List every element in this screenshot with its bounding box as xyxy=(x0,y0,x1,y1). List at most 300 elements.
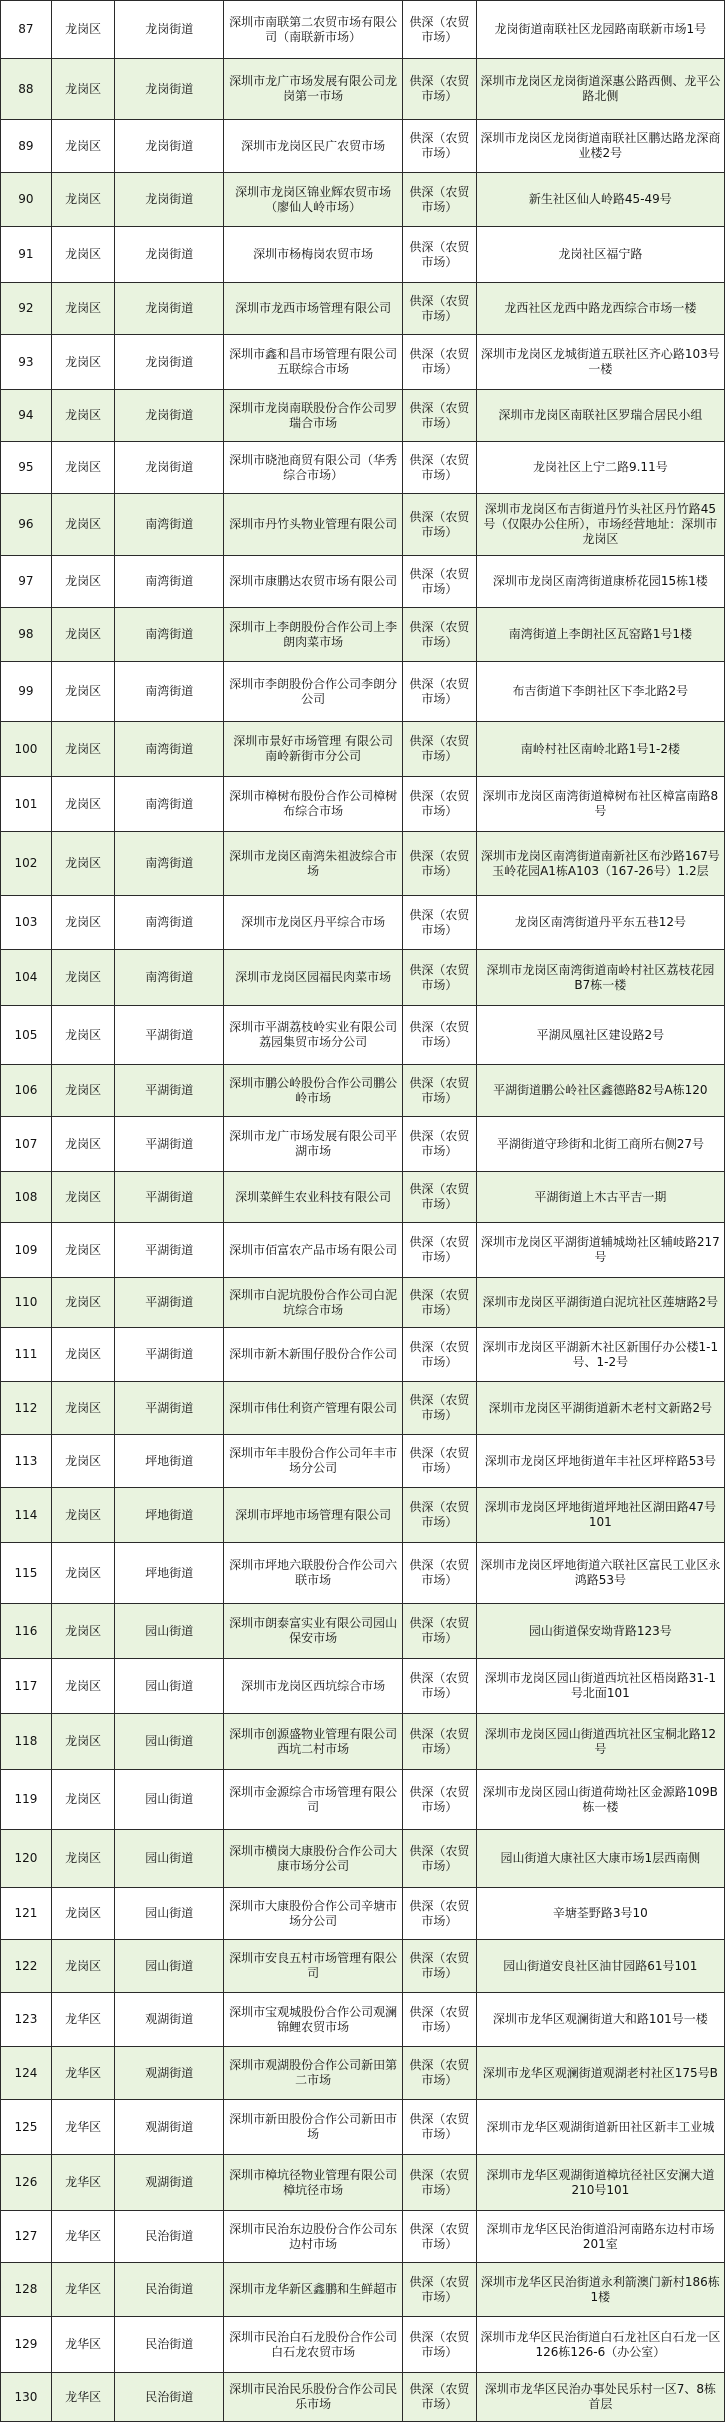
district-cell: 龙岗区 xyxy=(51,1888,114,1940)
market-name-cell: 深圳市年丰股份合作公司年丰市场分公司 xyxy=(224,1435,403,1488)
district-cell: 龙岗区 xyxy=(51,1328,114,1382)
row-number-cell: 98 xyxy=(1,608,52,662)
table-row xyxy=(1,1065,725,1117)
market-name-cell: 深圳市平湖荔枝岭实业有限公司荔园集贸市场分公司 xyxy=(224,1006,403,1065)
table-row xyxy=(1,1006,725,1065)
table-row xyxy=(1,390,725,442)
row-number-cell: 127 xyxy=(1,2211,52,2263)
address-cell: 深圳市龙岗区南湾街道南新社区布沙路167号玉岭花园A1栋A103（167-26号）1.2层 xyxy=(476,832,724,896)
row-number-cell: 108 xyxy=(1,1172,52,1223)
district-cell: 龙岗区 xyxy=(51,120,114,173)
row-number-cell: 125 xyxy=(1,2100,52,2155)
address-cell: 深圳市龙岗区坪地街道坪地社区湖田路47号101 xyxy=(476,1488,724,1543)
table-row xyxy=(1,1278,725,1328)
row-number-cell: 124 xyxy=(1,2047,52,2100)
market-name-cell: 深圳市坪地六联股份合作公司六联市场 xyxy=(224,1543,403,1604)
table-row xyxy=(1,950,725,1006)
category-cell: 供深（农贸市场） xyxy=(402,1940,476,1993)
street-cell: 南湾街道 xyxy=(115,722,224,777)
category-cell: 供深（农贸市场） xyxy=(402,1604,476,1659)
row-number-cell: 97 xyxy=(1,556,52,608)
market-name-cell: 深圳市上李朗股份合作公司上李朗肉菜市场 xyxy=(224,608,403,662)
market-name-cell: 深圳市龙华新区鑫鹏和生鲜超市 xyxy=(224,2263,403,2317)
market-name-cell: 深圳市龙西市场管理有限公司 xyxy=(224,283,403,335)
market-name-cell: 深圳市安良五村市场管理有限公司 xyxy=(224,1940,403,1993)
category-cell: 供深（农贸市场） xyxy=(402,335,476,390)
address-cell: 深圳市龙岗区平湖街道白泥坑社区莲塘路2号 xyxy=(476,1278,724,1328)
category-cell: 供深（农贸市场） xyxy=(402,1117,476,1172)
market-name-cell: 深圳市观湖股份合作公司新田第二市场 xyxy=(224,2047,403,2100)
table-row xyxy=(1,608,725,662)
category-cell: 供深（农贸市场） xyxy=(402,1543,476,1604)
table-row xyxy=(1,1714,725,1770)
street-cell: 民治街道 xyxy=(115,2211,224,2263)
street-cell: 观湖街道 xyxy=(115,2155,224,2211)
row-number-cell: 116 xyxy=(1,1604,52,1659)
row-number-cell: 106 xyxy=(1,1065,52,1117)
row-number-cell: 126 xyxy=(1,2155,52,2211)
table-row xyxy=(1,2047,725,2100)
table-row xyxy=(1,283,725,335)
street-cell: 园山街道 xyxy=(115,1770,224,1830)
street-cell: 民治街道 xyxy=(115,2373,224,2422)
street-cell: 南湾街道 xyxy=(115,896,224,950)
district-cell: 龙岗区 xyxy=(51,1223,114,1278)
address-cell: 深圳市龙岗区布吉街道丹竹头社区丹竹路45号（仅限办公住所），市场经营地址：深圳市龙岗区 xyxy=(476,494,724,556)
address-cell: 深圳市龙岗区南湾街道南岭村社区荔枝花园B7栋一楼 xyxy=(476,950,724,1006)
table-row xyxy=(1,2373,725,2422)
row-number-cell: 107 xyxy=(1,1117,52,1172)
market-name-cell: 深圳市南联第二农贸市场有限公司（南联新市场） xyxy=(224,1,403,59)
table-row xyxy=(1,1604,725,1659)
market-name-cell: 深圳市龙岗南联股份合作公司罗瑞合市场 xyxy=(224,390,403,442)
street-cell: 南湾街道 xyxy=(115,777,224,832)
address-cell: 龙西社区龙西中路龙西综合市场一楼 xyxy=(476,283,724,335)
row-number-cell: 112 xyxy=(1,1382,52,1435)
address-cell: 辛塘荃野路3号10 xyxy=(476,1888,724,1940)
category-cell: 供深（农贸市场） xyxy=(402,2263,476,2317)
row-number-cell: 111 xyxy=(1,1328,52,1382)
street-cell: 龙岗街道 xyxy=(115,335,224,390)
row-number-cell: 101 xyxy=(1,777,52,832)
table-row xyxy=(1,335,725,390)
market-name-cell: 深圳市宝观城股份合作公司观澜锦鲤农贸市场 xyxy=(224,1993,403,2047)
street-cell: 南湾街道 xyxy=(115,832,224,896)
category-cell: 供深（农贸市场） xyxy=(402,2211,476,2263)
category-cell: 供深（农贸市场） xyxy=(402,1770,476,1830)
category-cell: 供深（农贸市场） xyxy=(402,59,476,120)
market-name-cell: 深圳市佰富农产品市场有限公司 xyxy=(224,1223,403,1278)
street-cell: 平湖街道 xyxy=(115,1117,224,1172)
district-cell: 龙岗区 xyxy=(51,227,114,283)
category-cell: 供深（农贸市场） xyxy=(402,662,476,722)
street-cell: 平湖街道 xyxy=(115,1006,224,1065)
table-row xyxy=(1,2263,725,2317)
row-number-cell: 120 xyxy=(1,1830,52,1888)
street-cell: 龙岗街道 xyxy=(115,390,224,442)
street-cell: 民治街道 xyxy=(115,2263,224,2317)
category-cell: 供深（农贸市场） xyxy=(402,173,476,227)
street-cell: 平湖街道 xyxy=(115,1382,224,1435)
row-number-cell: 91 xyxy=(1,227,52,283)
address-cell: 南湾街道上李朗社区瓦窑路1号1楼 xyxy=(476,608,724,662)
street-cell: 龙岗街道 xyxy=(115,59,224,120)
category-cell: 供深（农贸市场） xyxy=(402,2317,476,2373)
table-row xyxy=(1,2211,725,2263)
district-cell: 龙岗区 xyxy=(51,896,114,950)
district-cell: 龙岗区 xyxy=(51,1604,114,1659)
district-cell: 龙华区 xyxy=(51,2373,114,2422)
market-name-cell: 深圳市龙广市场发展有限公司龙岗第一市场 xyxy=(224,59,403,120)
district-cell: 龙岗区 xyxy=(51,59,114,120)
district-cell: 龙岗区 xyxy=(51,662,114,722)
address-cell: 深圳市龙华区观湖街道樟坑径社区安澜大道210号101 xyxy=(476,2155,724,2211)
category-cell: 供深（农贸市场） xyxy=(402,494,476,556)
market-name-cell: 深圳市杨梅岗农贸市场 xyxy=(224,227,403,283)
row-number-cell: 95 xyxy=(1,442,52,494)
row-number-cell: 130 xyxy=(1,2373,52,2422)
address-cell: 深圳市龙岗区南湾街道樟树布社区樟富南路8号 xyxy=(476,777,724,832)
district-cell: 龙岗区 xyxy=(51,1,114,59)
district-cell: 龙华区 xyxy=(51,2155,114,2211)
district-cell: 龙岗区 xyxy=(51,1435,114,1488)
district-cell: 龙岗区 xyxy=(51,173,114,227)
market-name-cell: 深圳市新木新围仔股份合作公司 xyxy=(224,1328,403,1382)
market-name-cell: 深圳市龙岗区民广农贸市场 xyxy=(224,120,403,173)
market-name-cell: 深圳市龙岗区丹平综合市场 xyxy=(224,896,403,950)
row-number-cell: 103 xyxy=(1,896,52,950)
table-row xyxy=(1,722,725,777)
street-cell: 园山街道 xyxy=(115,1888,224,1940)
row-number-cell: 104 xyxy=(1,950,52,1006)
table-row xyxy=(1,173,725,227)
row-number-cell: 117 xyxy=(1,1659,52,1714)
category-cell: 供深（农贸市场） xyxy=(402,1,476,59)
district-cell: 龙岗区 xyxy=(51,556,114,608)
address-cell: 深圳市龙华区观澜街道观湖老村社区175号B xyxy=(476,2047,724,2100)
table-row xyxy=(1,1328,725,1382)
district-cell: 龙岗区 xyxy=(51,950,114,1006)
street-cell: 观湖街道 xyxy=(115,2047,224,2100)
street-cell: 南湾街道 xyxy=(115,494,224,556)
street-cell: 龙岗街道 xyxy=(115,442,224,494)
market-name-cell: 深圳市鹏公岭股份合作公司鹏公岭市场 xyxy=(224,1065,403,1117)
street-cell: 南湾街道 xyxy=(115,662,224,722)
category-cell: 供深（农贸市场） xyxy=(402,442,476,494)
row-number-cell: 105 xyxy=(1,1006,52,1065)
category-cell: 供深（农贸市场） xyxy=(402,1435,476,1488)
market-name-cell: 深圳市李朗股份合作公司李朗分公司 xyxy=(224,662,403,722)
district-cell: 龙华区 xyxy=(51,2263,114,2317)
district-cell: 龙岗区 xyxy=(51,1488,114,1543)
table-row xyxy=(1,1659,725,1714)
address-cell: 深圳市龙华区民治办事处民乐村一区7、8栋首层 xyxy=(476,2373,724,2422)
address-cell: 龙岗区南湾街道丹平东五巷12号 xyxy=(476,896,724,950)
market-name-cell: 深圳市白泥坑股份合作公司白泥坑综合市场 xyxy=(224,1278,403,1328)
address-cell: 深圳市龙岗区园山街道荷坳社区金源路109B栋一楼 xyxy=(476,1770,724,1830)
district-cell: 龙岗区 xyxy=(51,1714,114,1770)
district-cell: 龙岗区 xyxy=(51,1770,114,1830)
address-cell: 深圳市龙华区观澜街道大和路101号一楼 xyxy=(476,1993,724,2047)
market-name-cell: 深圳市丹竹头物业管理有限公司 xyxy=(224,494,403,556)
row-number-cell: 114 xyxy=(1,1488,52,1543)
table-row xyxy=(1,494,725,556)
row-number-cell: 128 xyxy=(1,2263,52,2317)
table-row xyxy=(1,832,725,896)
address-cell: 深圳市龙华区民治街道白石龙社区白石龙一区126栋126-6（办公室） xyxy=(476,2317,724,2373)
table-row xyxy=(1,1940,725,1993)
row-number-cell: 115 xyxy=(1,1543,52,1604)
address-cell: 平湖凤凰社区建设路2号 xyxy=(476,1006,724,1065)
category-cell: 供深（农贸市场） xyxy=(402,608,476,662)
street-cell: 园山街道 xyxy=(115,1714,224,1770)
category-cell: 供深（农贸市场） xyxy=(402,2100,476,2155)
market-name-cell: 深圳市伟仕利资产管理有限公司 xyxy=(224,1382,403,1435)
district-cell: 龙岗区 xyxy=(51,390,114,442)
address-cell: 龙岗社区福宁路 xyxy=(476,227,724,283)
market-name-cell: 深圳市金源综合市场管理有限公司 xyxy=(224,1770,403,1830)
street-cell: 坪地街道 xyxy=(115,1543,224,1604)
category-cell: 供深（农贸市场） xyxy=(402,1065,476,1117)
market-name-cell: 深圳市民治东边股份合作公司东边村市场 xyxy=(224,2211,403,2263)
address-cell: 深圳市龙岗区园山街道西坑社区宝桐北路12号 xyxy=(476,1714,724,1770)
table-row xyxy=(1,59,725,120)
row-number-cell: 87 xyxy=(1,1,52,59)
row-number-cell: 102 xyxy=(1,832,52,896)
row-number-cell: 93 xyxy=(1,335,52,390)
category-cell: 供深（农贸市场） xyxy=(402,1993,476,2047)
street-cell: 南湾街道 xyxy=(115,950,224,1006)
table-row xyxy=(1,896,725,950)
table-row xyxy=(1,1172,725,1223)
street-cell: 龙岗街道 xyxy=(115,120,224,173)
table-row xyxy=(1,1435,725,1488)
market-name-cell: 深圳市樟坑径物业管理有限公司樟坑径市场 xyxy=(224,2155,403,2211)
table-row xyxy=(1,662,725,722)
category-cell: 供深（农贸市场） xyxy=(402,2047,476,2100)
row-number-cell: 90 xyxy=(1,173,52,227)
district-cell: 龙华区 xyxy=(51,2211,114,2263)
category-cell: 供深（农贸市场） xyxy=(402,1830,476,1888)
district-cell: 龙华区 xyxy=(51,2047,114,2100)
district-cell: 龙岗区 xyxy=(51,777,114,832)
address-cell: 深圳市龙岗区龙岗街道深惠公路西侧、龙平公路北侧 xyxy=(476,59,724,120)
category-cell: 供深（农贸市场） xyxy=(402,390,476,442)
category-cell: 供深（农贸市场） xyxy=(402,556,476,608)
table-row xyxy=(1,442,725,494)
category-cell: 供深（农贸市场） xyxy=(402,1006,476,1065)
address-cell: 南岭村社区南岭北路1号1-2楼 xyxy=(476,722,724,777)
district-cell: 龙岗区 xyxy=(51,1006,114,1065)
row-number-cell: 92 xyxy=(1,283,52,335)
street-cell: 园山街道 xyxy=(115,1659,224,1714)
district-cell: 龙岗区 xyxy=(51,442,114,494)
market-name-cell: 深圳市坪地市场管理有限公司 xyxy=(224,1488,403,1543)
table-row xyxy=(1,1488,725,1543)
district-cell: 龙岗区 xyxy=(51,722,114,777)
row-number-cell: 121 xyxy=(1,1888,52,1940)
market-name-cell: 深圳市景好市场管理 有限公司南岭新街市分公司 xyxy=(224,722,403,777)
category-cell: 供深（农贸市场） xyxy=(402,1714,476,1770)
street-cell: 平湖街道 xyxy=(115,1172,224,1223)
row-number-cell: 88 xyxy=(1,59,52,120)
row-number-cell: 96 xyxy=(1,494,52,556)
address-cell: 深圳市龙岗区平湖新木社区新围仔办公楼1-1号、1-2号 xyxy=(476,1328,724,1382)
table-row xyxy=(1,1543,725,1604)
category-cell: 供深（农贸市场） xyxy=(402,2373,476,2422)
table-row xyxy=(1,120,725,173)
category-cell: 供深（农贸市场） xyxy=(402,1488,476,1543)
district-cell: 龙华区 xyxy=(51,1993,114,2047)
category-cell: 供深（农贸市场） xyxy=(402,832,476,896)
row-number-cell: 123 xyxy=(1,1993,52,2047)
market-name-cell: 深圳菜鲜生农业科技有限公司 xyxy=(224,1172,403,1223)
market-name-cell: 深圳市龙广市场发展有限公司平湖市场 xyxy=(224,1117,403,1172)
street-cell: 龙岗街道 xyxy=(115,1,224,59)
address-cell: 平湖街道鹏公岭社区鑫德路82号A栋120 xyxy=(476,1065,724,1117)
street-cell: 民治街道 xyxy=(115,2317,224,2373)
table-row xyxy=(1,1,725,59)
market-name-cell: 深圳市横岗大康股份合作公司大康市场分公司 xyxy=(224,1830,403,1888)
category-cell: 供深（农贸市场） xyxy=(402,1328,476,1382)
street-cell: 园山街道 xyxy=(115,1940,224,1993)
market-name-cell: 深圳市晓池商贸有限公司（华秀综合市场） xyxy=(224,442,403,494)
table-row xyxy=(1,777,725,832)
district-cell: 龙岗区 xyxy=(51,1543,114,1604)
table-row xyxy=(1,556,725,608)
street-cell: 龙岗街道 xyxy=(115,173,224,227)
category-cell: 供深（农贸市场） xyxy=(402,950,476,1006)
row-number-cell: 110 xyxy=(1,1278,52,1328)
category-cell: 供深（农贸市场） xyxy=(402,2155,476,2211)
address-cell: 平湖街道守珍街和北街工商所右侧27号 xyxy=(476,1117,724,1172)
market-name-cell: 深圳市龙岗区锦业辉农贸市场（廖仙人岭市场） xyxy=(224,173,403,227)
district-cell: 龙岗区 xyxy=(51,608,114,662)
market-name-cell: 深圳市大康股份合作公司辛塘市场分公司 xyxy=(224,1888,403,1940)
address-cell: 深圳市龙华区观湖街道新田社区新丰工业城 xyxy=(476,2100,724,2155)
category-cell: 供深（农贸市场） xyxy=(402,120,476,173)
category-cell: 供深（农贸市场） xyxy=(402,722,476,777)
district-cell: 龙华区 xyxy=(51,2100,114,2155)
row-number-cell: 113 xyxy=(1,1435,52,1488)
address-cell: 新生社区仙人岭路45-49号 xyxy=(476,173,724,227)
address-cell: 深圳市龙岗区平湖街道辅城坳社区辅岐路217号 xyxy=(476,1223,724,1278)
market-table-body xyxy=(1,1,725,2422)
row-number-cell: 118 xyxy=(1,1714,52,1770)
market-name-cell: 深圳市龙岗区园福民肉菜市场 xyxy=(224,950,403,1006)
address-cell: 深圳市龙岗区坪地街道六联社区富民工业区永鸿路53号 xyxy=(476,1543,724,1604)
street-cell: 平湖街道 xyxy=(115,1223,224,1278)
row-number-cell: 99 xyxy=(1,662,52,722)
address-cell: 深圳市龙华区民治街道沿河南路东边村市场201室 xyxy=(476,2211,724,2263)
district-cell: 龙岗区 xyxy=(51,283,114,335)
address-cell: 深圳市龙岗区南联社区罗瑞合居民小组 xyxy=(476,390,724,442)
row-number-cell: 94 xyxy=(1,390,52,442)
market-name-cell: 深圳市康鹏达农贸市场有限公司 xyxy=(224,556,403,608)
category-cell: 供深（农贸市场） xyxy=(402,1278,476,1328)
street-cell: 龙岗街道 xyxy=(115,283,224,335)
row-number-cell: 89 xyxy=(1,120,52,173)
district-cell: 龙岗区 xyxy=(51,1065,114,1117)
street-cell: 龙岗街道 xyxy=(115,227,224,283)
market-name-cell: 深圳市民治民乐股份合作公司民乐市场 xyxy=(224,2373,403,2422)
table-row xyxy=(1,1993,725,2047)
category-cell: 供深（农贸市场） xyxy=(402,896,476,950)
street-cell: 南湾街道 xyxy=(115,556,224,608)
row-number-cell: 119 xyxy=(1,1770,52,1830)
district-cell: 龙岗区 xyxy=(51,1659,114,1714)
category-cell: 供深（农贸市场） xyxy=(402,1172,476,1223)
category-cell: 供深（农贸市场） xyxy=(402,283,476,335)
address-cell: 园山街道大康社区大康市场1层西南侧 xyxy=(476,1830,724,1888)
address-cell: 布吉街道下李朗社区下李北路2号 xyxy=(476,662,724,722)
district-cell: 龙岗区 xyxy=(51,1278,114,1328)
address-cell: 龙岗街道南联社区龙园路南联新市场1号 xyxy=(476,1,724,59)
market-name-cell: 深圳市龙岗区南湾朱祖波综合市场 xyxy=(224,832,403,896)
table-row xyxy=(1,2155,725,2211)
row-number-cell: 122 xyxy=(1,1940,52,1993)
table-row xyxy=(1,1830,725,1888)
address-cell: 深圳市龙华区民治街道永利箭澳门新村186栋1楼 xyxy=(476,2263,724,2317)
street-cell: 平湖街道 xyxy=(115,1328,224,1382)
category-cell: 供深（农贸市场） xyxy=(402,1888,476,1940)
table-row xyxy=(1,227,725,283)
row-number-cell: 100 xyxy=(1,722,52,777)
table-row xyxy=(1,2317,725,2373)
street-cell: 平湖街道 xyxy=(115,1065,224,1117)
address-cell: 深圳市龙岗区园山街道西坑社区梧岗路31-1号北面101 xyxy=(476,1659,724,1714)
market-name-cell: 深圳市创源盛物业管理有限公司西坑二村市场 xyxy=(224,1714,403,1770)
market-name-cell: 深圳市樟树布股份合作公司樟树布综合市场 xyxy=(224,777,403,832)
address-cell: 平湖街道上木古平吉一期 xyxy=(476,1172,724,1223)
market-name-cell: 深圳市龙岗区西坑综合市场 xyxy=(224,1659,403,1714)
address-cell: 龙岗社区上宁二路9.11号 xyxy=(476,442,724,494)
street-cell: 平湖街道 xyxy=(115,1278,224,1328)
district-cell: 龙岗区 xyxy=(51,1940,114,1993)
category-cell: 供深（农贸市场） xyxy=(402,1382,476,1435)
street-cell: 园山街道 xyxy=(115,1830,224,1888)
street-cell: 观湖街道 xyxy=(115,1993,224,2047)
address-cell: 深圳市龙岗区龙城街道五联社区齐心路103号一楼 xyxy=(476,335,724,390)
category-cell: 供深（农贸市场） xyxy=(402,1223,476,1278)
district-cell: 龙岗区 xyxy=(51,1172,114,1223)
category-cell: 供深（农贸市场） xyxy=(402,227,476,283)
address-cell: 园山街道保安坳背路123号 xyxy=(476,1604,724,1659)
address-cell: 深圳市龙岗区坪地街道年丰社区坪梓路53号 xyxy=(476,1435,724,1488)
table-row xyxy=(1,1888,725,1940)
street-cell: 园山街道 xyxy=(115,1604,224,1659)
district-cell: 龙岗区 xyxy=(51,335,114,390)
category-cell: 供深（农贸市场） xyxy=(402,777,476,832)
address-cell: 深圳市龙岗区平湖街道新木老村文新路2号 xyxy=(476,1382,724,1435)
district-cell: 龙岗区 xyxy=(51,1117,114,1172)
district-cell: 龙岗区 xyxy=(51,494,114,556)
table-row xyxy=(1,1223,725,1278)
address-cell: 园山街道安良社区油甘园路61号101 xyxy=(476,1940,724,1993)
street-cell: 坪地街道 xyxy=(115,1435,224,1488)
market-name-cell: 深圳市朗泰富实业有限公司园山保安市场 xyxy=(224,1604,403,1659)
street-cell: 观湖街道 xyxy=(115,2100,224,2155)
table-row xyxy=(1,1770,725,1830)
address-cell: 深圳市龙岗区南湾街道康桥花园15栋1楼 xyxy=(476,556,724,608)
market-name-cell: 深圳市民治白石龙股份合作公司白石龙农贸市场 xyxy=(224,2317,403,2373)
district-cell: 龙华区 xyxy=(51,2317,114,2373)
street-cell: 南湾街道 xyxy=(115,608,224,662)
row-number-cell: 129 xyxy=(1,2317,52,2373)
address-cell: 深圳市龙岗区龙岗街道南联社区鹏达路龙深商业楼2号 xyxy=(476,120,724,173)
street-cell: 坪地街道 xyxy=(115,1488,224,1543)
district-cell: 龙岗区 xyxy=(51,832,114,896)
